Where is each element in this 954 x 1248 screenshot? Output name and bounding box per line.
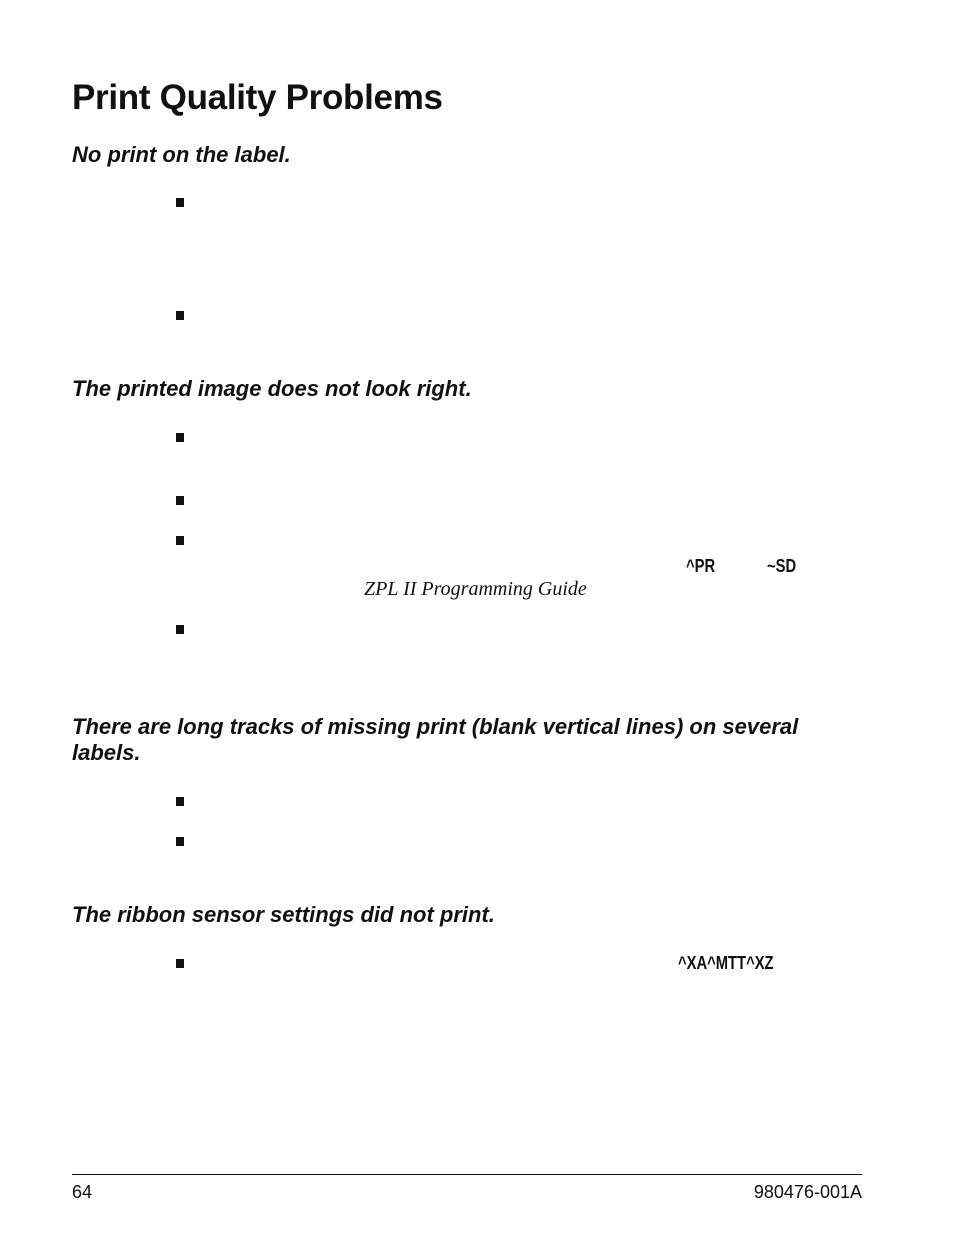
bullet-marker [176,198,184,207]
bullet-marker [176,837,184,846]
footer-rule [72,1174,862,1175]
bullet-marker [176,433,184,442]
document-number: 980476-001A [753,1182,862,1202]
section-heading-ribbon-sensor: The ribbon sensor settings did not print. [72,902,495,927]
page-number: 64 [72,1182,93,1202]
bullet-marker [176,311,184,320]
command-sd: ~SD [767,556,797,576]
bullet-marker [176,959,184,968]
bullet-marker [176,625,184,634]
section-heading-missing-print: There are long tracks of missing print (blank vertical lines) on several labels. [72,714,799,765]
command-xa-mtt-xz: ^XA^MTT^XZ [678,953,774,973]
section-heading-image-wrong: The printed image does not look right. [72,376,472,401]
bullet-marker [176,536,184,545]
bullet-marker [176,496,184,505]
section-heading-no-print: No print on the label. [72,142,291,167]
bullet-marker [176,797,184,806]
command-pr: ^PR [686,556,716,576]
page-title: Print Quality Problems [72,78,443,117]
reference-guide-title: ZPL II Programming Guide [364,578,587,600]
